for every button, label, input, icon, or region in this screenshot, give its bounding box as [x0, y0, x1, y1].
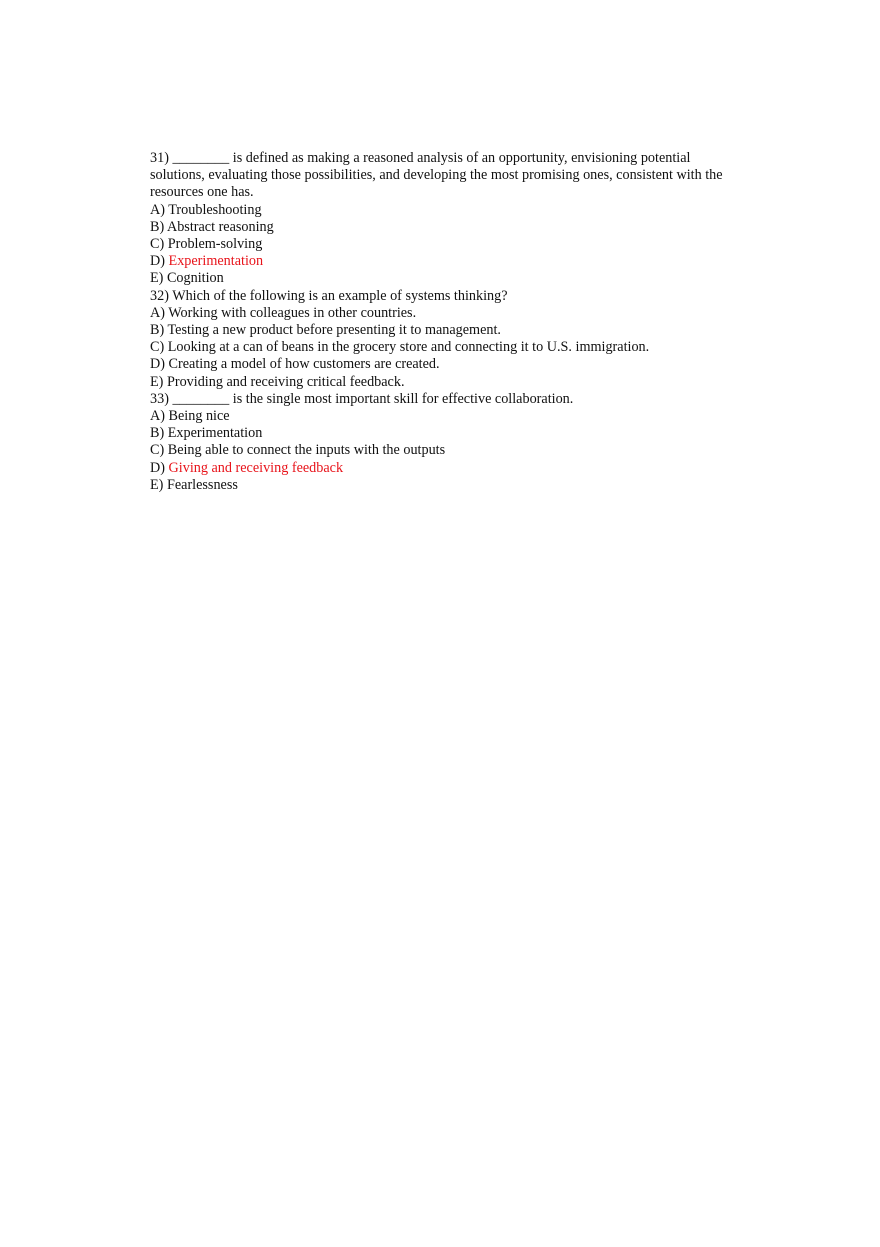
- question-list: [150, 150, 735, 494]
- option-e: E) Fearlessness: [150, 476, 238, 493]
- option-b: B) Abstract reasoning: [150, 218, 274, 235]
- question-33: [150, 391, 735, 494]
- question-31: [150, 150, 735, 288]
- option-d: D) Creating a model of how customers are created.: [150, 356, 440, 373]
- option-a: A) Working with colleagues in other countries.: [150, 304, 417, 321]
- option-c: C) Looking at a can of beans in the grocery store and connecting it to U.S. immigration.: [150, 339, 650, 356]
- option-a: A) Being nice: [150, 408, 230, 425]
- option-e: E) Cognition: [150, 270, 224, 287]
- option-d: D) Giving and receiving feedback: [150, 459, 344, 476]
- option-a: A) Troubleshooting: [150, 201, 262, 218]
- highlighted-answer: Giving and receiving feedback: [168, 459, 344, 476]
- question-prompt: 32) Which of the following is an example of systems thinking?: [150, 287, 508, 304]
- option-e: E) Providing and receiving critical feedback.: [150, 373, 405, 390]
- option-c: C) Being able to connect the inputs with the outputs: [150, 442, 446, 459]
- highlighted-answer: Experimentation: [168, 253, 264, 270]
- question-32: [150, 288, 735, 391]
- option-b: B) Testing a new product before presenting it to management.: [150, 322, 501, 339]
- option-b: B) Experimentation: [150, 425, 263, 442]
- question-prompt: 31) ________ is defined as making a reasoned analysis of an opportunity, envisioning potential solutions, evaluating those possibilities, and developing the most promising ones, consistent with the resources one has.: [150, 150, 723, 201]
- question-prompt: 33) ________ is the single most important skill for effective collaboration.: [150, 390, 574, 407]
- option-d: D) Experimentation: [150, 253, 264, 270]
- option-c: C) Problem-solving: [150, 236, 263, 253]
